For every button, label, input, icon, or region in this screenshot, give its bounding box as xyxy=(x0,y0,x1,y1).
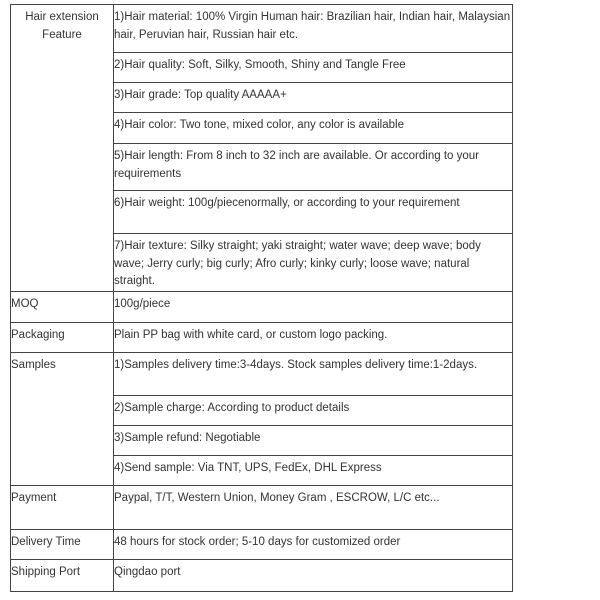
table-row xyxy=(11,5,513,53)
row-label-payment: Payment xyxy=(11,485,114,529)
row-label-packaging: Packaging xyxy=(11,322,114,352)
row-label-shipping-port: Shipping Port xyxy=(11,559,114,591)
table-row xyxy=(11,559,513,591)
row-label-feature: Hair extension Feature xyxy=(11,5,114,292)
packaging-value: Plain PP bag with white card, or custom logo packing. xyxy=(114,322,513,352)
moq-value: 100g/piece xyxy=(114,291,513,322)
shipping-port-value: Qingdao port xyxy=(114,559,513,591)
row-label-delivery-time: Delivery Time xyxy=(11,529,114,559)
feature-hair-color: 4)Hair color: Two tone, mixed color, any color is available xyxy=(114,113,513,144)
feature-hair-length: 5)Hair length: From 8 inch to 32 inch are available. Or according to your requirements xyxy=(114,144,513,191)
table-row xyxy=(11,352,513,395)
product-spec-table xyxy=(10,4,513,592)
row-label-samples: Samples xyxy=(11,352,114,485)
feature-hair-texture: 7)Hair texture: Silky straight; yaki straight; water wave; deep wave; body wave; Jerry curly; big curly; Afro curly; kinky curly; loose wave; natural straight. xyxy=(114,234,513,292)
feature-hair-grade: 3)Hair grade: Top quality AAAAA+ xyxy=(114,83,513,113)
table-row xyxy=(11,322,513,352)
samples-send: 4)Send sample: Via TNT, UPS, FedEx, DHL Express xyxy=(114,455,513,485)
feature-hair-weight: 6)Hair weight: 100g/piecenormally, or according to your requirement xyxy=(114,191,513,234)
row-label-moq: MOQ xyxy=(11,291,114,322)
samples-delivery-time: 1)Samples delivery time:3-4days. Stock samples delivery time:1-2days. xyxy=(114,352,513,395)
samples-refund: 3)Sample refund: Negotiable xyxy=(114,425,513,455)
delivery-time-value: 48 hours for stock order; 5-10 days for customized order xyxy=(114,529,513,559)
payment-value: Paypal, T/T, Western Union, Money Gram , ESCROW, L/C etc... xyxy=(114,485,513,529)
feature-hair-quality: 2)Hair quality: Soft, Silky, Smooth, Shiny and Tangle Free xyxy=(114,53,513,83)
feature-hair-material: 1)Hair material: 100% Virgin Human hair: Brazilian hair, Indian hair, Malaysian hair, Peruvian hair, Russian hair etc. xyxy=(114,5,513,53)
table-row xyxy=(11,529,513,559)
table-row xyxy=(11,485,513,529)
samples-charge: 2)Sample charge: According to product details xyxy=(114,395,513,425)
table-row xyxy=(11,291,513,322)
